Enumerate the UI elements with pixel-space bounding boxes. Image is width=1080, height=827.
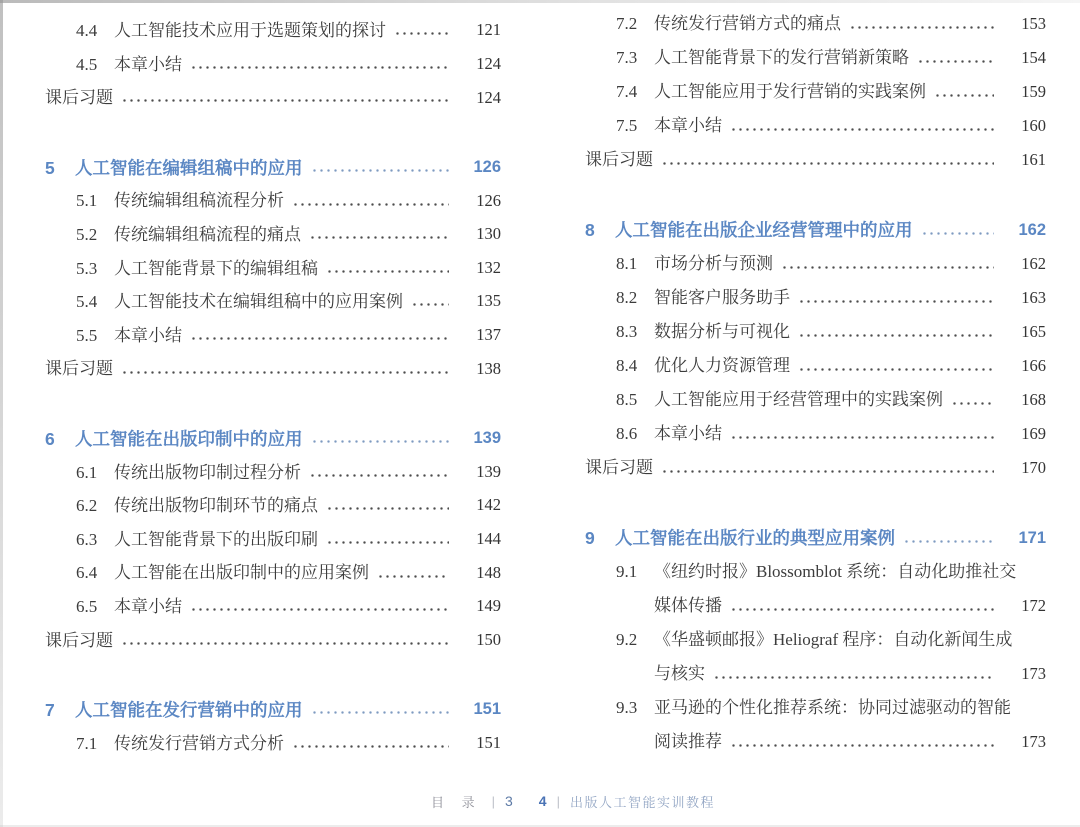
- dot-leader: [311, 168, 450, 173]
- entry-title: 人工智能在出版印制中的应用: [75, 428, 303, 449]
- toc-chapter-row: [45, 693, 501, 727]
- entry-number: 6.1: [76, 462, 98, 482]
- entry-number: 6.4: [76, 563, 98, 583]
- entry-title: 人工智能在编辑组稿中的应用: [75, 157, 303, 178]
- page-number: 126: [473, 158, 501, 177]
- dot-leader: [798, 299, 994, 304]
- dot-leader: [798, 367, 994, 372]
- entry-title: 传统编辑组稿流程的痛点: [114, 224, 301, 244]
- footer-page-number-left: 3: [505, 793, 513, 809]
- toc-entry-row: [585, 657, 1046, 691]
- entry-number: 9.1: [616, 562, 638, 582]
- page-number: 151: [473, 700, 501, 719]
- entry-title: 人工智能在出版印制中的应用案例: [114, 563, 369, 583]
- entry-number: 8.3: [616, 322, 638, 342]
- entry-number: 7.2: [616, 14, 638, 34]
- page-number: 139: [473, 429, 501, 448]
- entry-title: 人工智能技术在编辑组稿中的应用案例: [114, 292, 403, 312]
- page-number: 121: [476, 20, 501, 40]
- toc-entry-row: [45, 523, 501, 557]
- page-number: 168: [1021, 389, 1046, 409]
- dot-leader: [190, 336, 449, 341]
- footer-separator: |: [556, 793, 560, 809]
- entry-title: 智能客户服务助手: [654, 288, 790, 308]
- entry-title: 本章小结: [114, 596, 182, 616]
- entry-title: 传统发行营销方式的痛点: [654, 14, 841, 34]
- entry-number: 8.4: [616, 356, 638, 376]
- dot-leader: [781, 265, 994, 270]
- entry-title: 优化人力资源管理: [654, 356, 790, 376]
- dot-leader: [730, 743, 994, 748]
- page-number: 153: [1021, 13, 1046, 33]
- toc-entry-row: [585, 281, 1046, 315]
- page-number: 161: [1021, 149, 1046, 169]
- footer-separator: |: [491, 793, 495, 809]
- toc-entry-row: [585, 589, 1046, 623]
- page-number: 159: [1021, 81, 1046, 101]
- toc-entry-row: [45, 489, 501, 523]
- entry-title: 数据分析与可视化: [654, 322, 790, 342]
- dot-leader: [121, 370, 449, 375]
- toc-entry-row: [585, 109, 1046, 143]
- toc-entry-row: [585, 75, 1046, 109]
- page-number: 173: [1021, 731, 1046, 751]
- page-number: 162: [1021, 253, 1046, 273]
- entry-number: 8.1: [616, 254, 638, 274]
- dot-leader: [292, 202, 449, 207]
- dot-leader: [730, 435, 994, 440]
- toc-entry-row: [585, 247, 1046, 281]
- footer-section-label: 目 录: [430, 794, 482, 810]
- entry-number: 6.5: [76, 596, 98, 616]
- dot-leader: [798, 333, 994, 338]
- dot-leader: [292, 744, 449, 749]
- page-number: 165: [1021, 321, 1046, 341]
- toc-entry-row: [45, 624, 501, 658]
- toc-entry-row: [585, 623, 1046, 657]
- dot-leader: [190, 607, 449, 612]
- toc-entry-row: [585, 7, 1046, 41]
- dot-leader: [309, 235, 449, 240]
- toc-chapter-row: [585, 521, 1046, 555]
- toc-entry-row: [45, 48, 501, 82]
- toc-chapter-row: [45, 151, 501, 185]
- toc-entry-row: [45, 252, 501, 286]
- entry-number: 8.6: [616, 424, 638, 444]
- entry-title: 媒体传播: [654, 596, 722, 616]
- entry-number: 5.5: [76, 325, 98, 345]
- page-number: 154: [1021, 47, 1046, 67]
- toc-entry-row: [45, 14, 501, 48]
- entry-number: 5: [45, 157, 55, 178]
- page-number: 142: [476, 495, 501, 515]
- page-number: 151: [476, 733, 501, 752]
- entry-number: 5.1: [76, 191, 98, 211]
- page-number: 132: [476, 257, 501, 277]
- page-number: 138: [476, 358, 501, 378]
- entry-number: 7.3: [616, 48, 638, 68]
- entry-title: 《华盛顿邮报》Heliograf 程序：自动化新闻生成: [654, 630, 1013, 650]
- dot-leader: [326, 269, 449, 274]
- toc-entry-row: [585, 691, 1046, 725]
- entry-title: 课后习题: [585, 458, 653, 478]
- dot-leader: [326, 540, 449, 545]
- page-number: 149: [476, 596, 501, 616]
- page-number: 160: [1021, 115, 1046, 135]
- entry-number: 6.3: [76, 529, 98, 549]
- dot-leader: [849, 25, 994, 30]
- entry-title: 本章小结: [114, 54, 182, 74]
- dot-leader: [934, 93, 994, 98]
- dot-leader: [661, 469, 994, 474]
- entry-number: 9: [585, 527, 595, 548]
- dot-leader: [951, 401, 994, 406]
- toc-entry-row: [45, 184, 501, 218]
- toc-entry-row: [45, 285, 501, 319]
- entry-number: 9.3: [616, 698, 638, 718]
- page-number: 139: [476, 461, 501, 481]
- page-number: 170: [1021, 457, 1046, 477]
- toc-entry-row: [585, 349, 1046, 383]
- toc-entry-row: [45, 456, 501, 490]
- dot-leader: [917, 59, 994, 64]
- entry-title: 本章小结: [114, 325, 182, 345]
- entry-title: 课后习题: [45, 359, 113, 379]
- toc-entry-row: [45, 319, 501, 353]
- entry-title: 人工智能背景下的编辑组稿: [114, 258, 318, 278]
- entry-title: 人工智能背景下的发行营销新策略: [654, 48, 909, 68]
- toc-entry-row: [45, 590, 501, 624]
- toc-left-column: [45, 14, 501, 760]
- scan-edge-left: [0, 0, 3, 827]
- toc-entry-row: [585, 143, 1046, 177]
- entry-title: 传统发行营销方式分析: [114, 733, 284, 753]
- page-number: 144: [476, 529, 501, 549]
- page-number: 137: [476, 325, 501, 345]
- entry-title: 人工智能背景下的出版印刷: [114, 529, 318, 549]
- entry-title: 人工智能应用于经营管理中的实践案例: [654, 390, 943, 410]
- dot-leader: [377, 574, 449, 579]
- entry-number: 7.1: [76, 733, 98, 753]
- dot-leader: [311, 439, 450, 444]
- entry-number: 7: [45, 699, 55, 720]
- entry-number: 4.4: [76, 21, 98, 41]
- dot-leader: [121, 641, 449, 646]
- footer-page-number-right: 4: [538, 793, 547, 809]
- toc-chapter-row: [585, 213, 1046, 247]
- entry-title: 课后习题: [45, 88, 113, 108]
- page-number: 169: [1021, 423, 1046, 443]
- entry-number: 8.2: [616, 288, 638, 308]
- dot-leader: [903, 539, 994, 544]
- entry-title: 传统出版物印制过程分析: [114, 462, 301, 482]
- toc-entry-row: [45, 81, 501, 115]
- page-number: 163: [1021, 287, 1046, 307]
- entry-number: 5.2: [76, 224, 98, 244]
- entry-title: 阅读推荐: [654, 732, 722, 752]
- dot-leader: [730, 607, 994, 612]
- entry-title: 人工智能技术应用于选题策划的探讨: [114, 21, 386, 41]
- entry-title: 人工智能在出版企业经营管理中的应用: [615, 219, 913, 240]
- dot-leader: [411, 302, 449, 307]
- entry-number: 6: [45, 428, 55, 449]
- dot-leader: [121, 98, 449, 103]
- dot-leader: [394, 31, 449, 36]
- dot-leader: [730, 127, 994, 132]
- entry-title: 课后习题: [585, 150, 653, 170]
- footer-book-title: 出版人工智能实训教程: [569, 794, 715, 810]
- page-number: 162: [1018, 220, 1046, 239]
- toc-entry-row: [585, 315, 1046, 349]
- toc-entry-row: [45, 727, 501, 761]
- page-number: 126: [476, 190, 501, 210]
- dot-leader: [190, 65, 449, 70]
- page-number: 148: [476, 562, 501, 582]
- dot-leader: [713, 675, 994, 680]
- toc-entry-row: [45, 352, 501, 386]
- page-number: 166: [1021, 355, 1046, 375]
- entry-title: 本章小结: [654, 424, 722, 444]
- entry-title: 传统出版物印制环节的痛点: [114, 496, 318, 516]
- entry-number: 8.5: [616, 390, 638, 410]
- dot-leader: [921, 231, 995, 236]
- entry-number: 5.4: [76, 292, 98, 312]
- page-number: 172: [1021, 595, 1046, 615]
- toc-entry-row: [585, 41, 1046, 75]
- dot-leader: [309, 473, 449, 478]
- toc-chapter-row: [45, 422, 501, 456]
- page-number: 171: [1018, 528, 1046, 547]
- entry-title: 《纽约时报》Blossomblot 系统：自动化助推社交: [654, 562, 1017, 582]
- entry-number: 7.4: [616, 82, 638, 102]
- toc-entry-row: [585, 383, 1046, 417]
- entry-title: 与核实: [654, 664, 705, 684]
- toc-entry-row: [585, 417, 1046, 451]
- entry-title: 传统编辑组稿流程分析: [114, 191, 284, 211]
- toc-entry-row: [45, 556, 501, 590]
- page-number: 124: [476, 87, 501, 107]
- page-number: 135: [476, 291, 501, 311]
- page-number: 124: [476, 53, 501, 73]
- entry-number: 5.3: [76, 258, 98, 278]
- dot-leader: [661, 161, 994, 166]
- entry-title: 人工智能应用于发行营销的实践案例: [654, 82, 926, 102]
- entry-title: 课后习题: [45, 630, 113, 650]
- entry-title: 亚马逊的个性化推荐系统：协同过滤驱动的智能: [654, 698, 1011, 718]
- entry-title: 人工智能在出版行业的典型应用案例: [615, 527, 895, 548]
- page-footer: [0, 789, 1080, 813]
- entry-title: 本章小结: [654, 116, 722, 136]
- entry-title: 市场分析与预测: [654, 254, 773, 274]
- toc-entry-row: [585, 555, 1046, 589]
- entry-number: 7.5: [616, 116, 638, 136]
- page-number: 130: [476, 224, 501, 244]
- page-number: 150: [476, 629, 501, 649]
- toc-right-column: [585, 7, 1046, 759]
- toc-entry-row: [45, 218, 501, 252]
- toc-entry-row: [585, 451, 1046, 485]
- entry-number: 6.2: [76, 496, 98, 516]
- dot-leader: [326, 506, 449, 511]
- entry-number: 9.2: [616, 630, 638, 650]
- dot-leader: [311, 710, 450, 715]
- scan-edge-top: [0, 0, 1080, 3]
- page-number: 173: [1021, 663, 1046, 683]
- entry-number: 8: [585, 219, 595, 240]
- entry-number: 4.5: [76, 54, 98, 74]
- entry-title: 人工智能在发行营销中的应用: [75, 699, 303, 720]
- toc-entry-row: [585, 725, 1046, 759]
